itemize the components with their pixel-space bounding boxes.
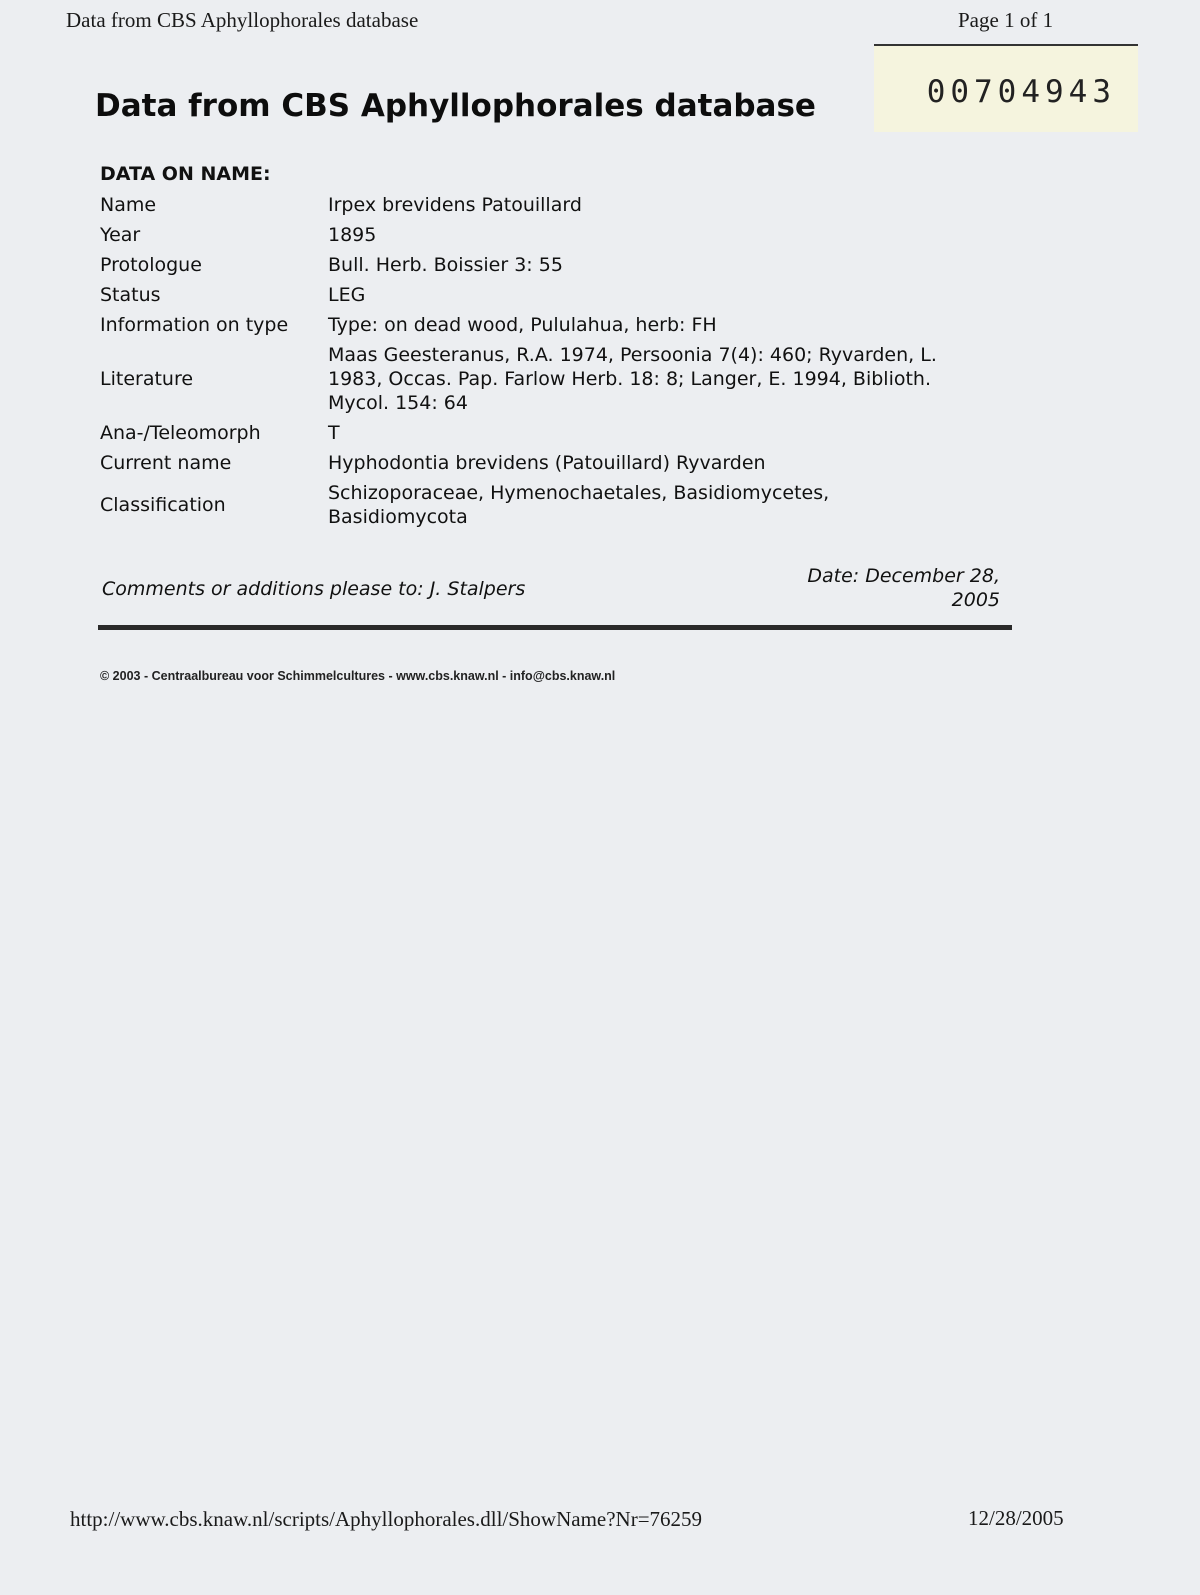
field-row-ana-teleomorph	[100, 418, 1000, 448]
copyright-notice: © 2003 - Centraalbureau voor Schimmelcultures - www.cbs.knaw.nl - info@cbs.knaw.nl	[100, 669, 616, 683]
field-row-status	[100, 280, 1000, 310]
field-value	[328, 478, 1000, 532]
field-value: LEG	[328, 284, 366, 306]
print-header-page: Page 1 of 1	[958, 8, 1054, 32]
field-label: Name	[100, 194, 157, 216]
classification-line: Schizoporaceae, Hymenochaetales, Basidiomycetes,	[328, 482, 830, 504]
name-data-table	[100, 190, 1000, 532]
print-header-title: Data from CBS Aphyllophorales database	[66, 8, 419, 32]
date-line: Date: December 28,	[807, 565, 1000, 587]
field-label: Literature	[100, 368, 194, 390]
field-value: Irpex brevidens Patouillard	[328, 194, 582, 216]
literature-line: 1983, Occas. Pap. Farlow Herb. 18: 8; Langer, E. 1994, Biblioth.	[328, 368, 931, 390]
field-label: Classification	[100, 494, 226, 516]
field-label: Current name	[100, 452, 232, 474]
section-heading: DATA ON NAME:	[100, 163, 271, 185]
comments-note: Comments or additions please to: J. Stalpers	[102, 578, 526, 600]
divider-rule	[98, 625, 1012, 630]
field-label: Status	[100, 284, 161, 306]
barcode-number: 00704943	[926, 74, 1116, 110]
field-label: Information on type	[100, 314, 289, 336]
field-label: Year	[100, 224, 141, 246]
field-value: T	[328, 422, 340, 444]
field-row-protologue	[100, 250, 1000, 280]
field-label: Ana-/Teleomorph	[100, 422, 261, 444]
field-row-year	[100, 220, 1000, 250]
print-footer-url: http://www.cbs.knaw.nl/scripts/Aphyllophorales.dll/ShowName?Nr=76259	[70, 1507, 703, 1531]
date-block	[760, 564, 1000, 612]
field-value: Hyphodontia brevidens (Patouillard) Ryvarden	[328, 452, 766, 474]
field-row-information-on-type	[100, 310, 1000, 340]
field-value: Bull. Herb. Boissier 3: 55	[328, 254, 563, 276]
print-footer-date: 12/28/2005	[968, 1506, 1064, 1530]
field-row-current-name	[100, 448, 1000, 478]
date-year: 2005	[951, 589, 1000, 611]
field-value: 1895	[328, 224, 377, 246]
field-value: Type: on dead wood, Pululahua, herb: FH	[328, 314, 717, 336]
classification-line: Basidiomycota	[328, 506, 468, 528]
field-value	[328, 340, 1000, 418]
field-row-name	[100, 190, 1000, 220]
barcode-label	[874, 44, 1138, 132]
literature-line: Maas Geesteranus, R.A. 1974, Persoonia 7(4): 460; Ryvarden, L.	[328, 344, 937, 366]
field-row-classification	[100, 478, 1000, 532]
field-row-literature	[100, 340, 1000, 418]
literature-line: Mycol. 154: 64	[328, 392, 468, 414]
page-title: Data from CBS Aphyllophorales database	[95, 88, 816, 124]
field-label: Protologue	[100, 254, 202, 276]
